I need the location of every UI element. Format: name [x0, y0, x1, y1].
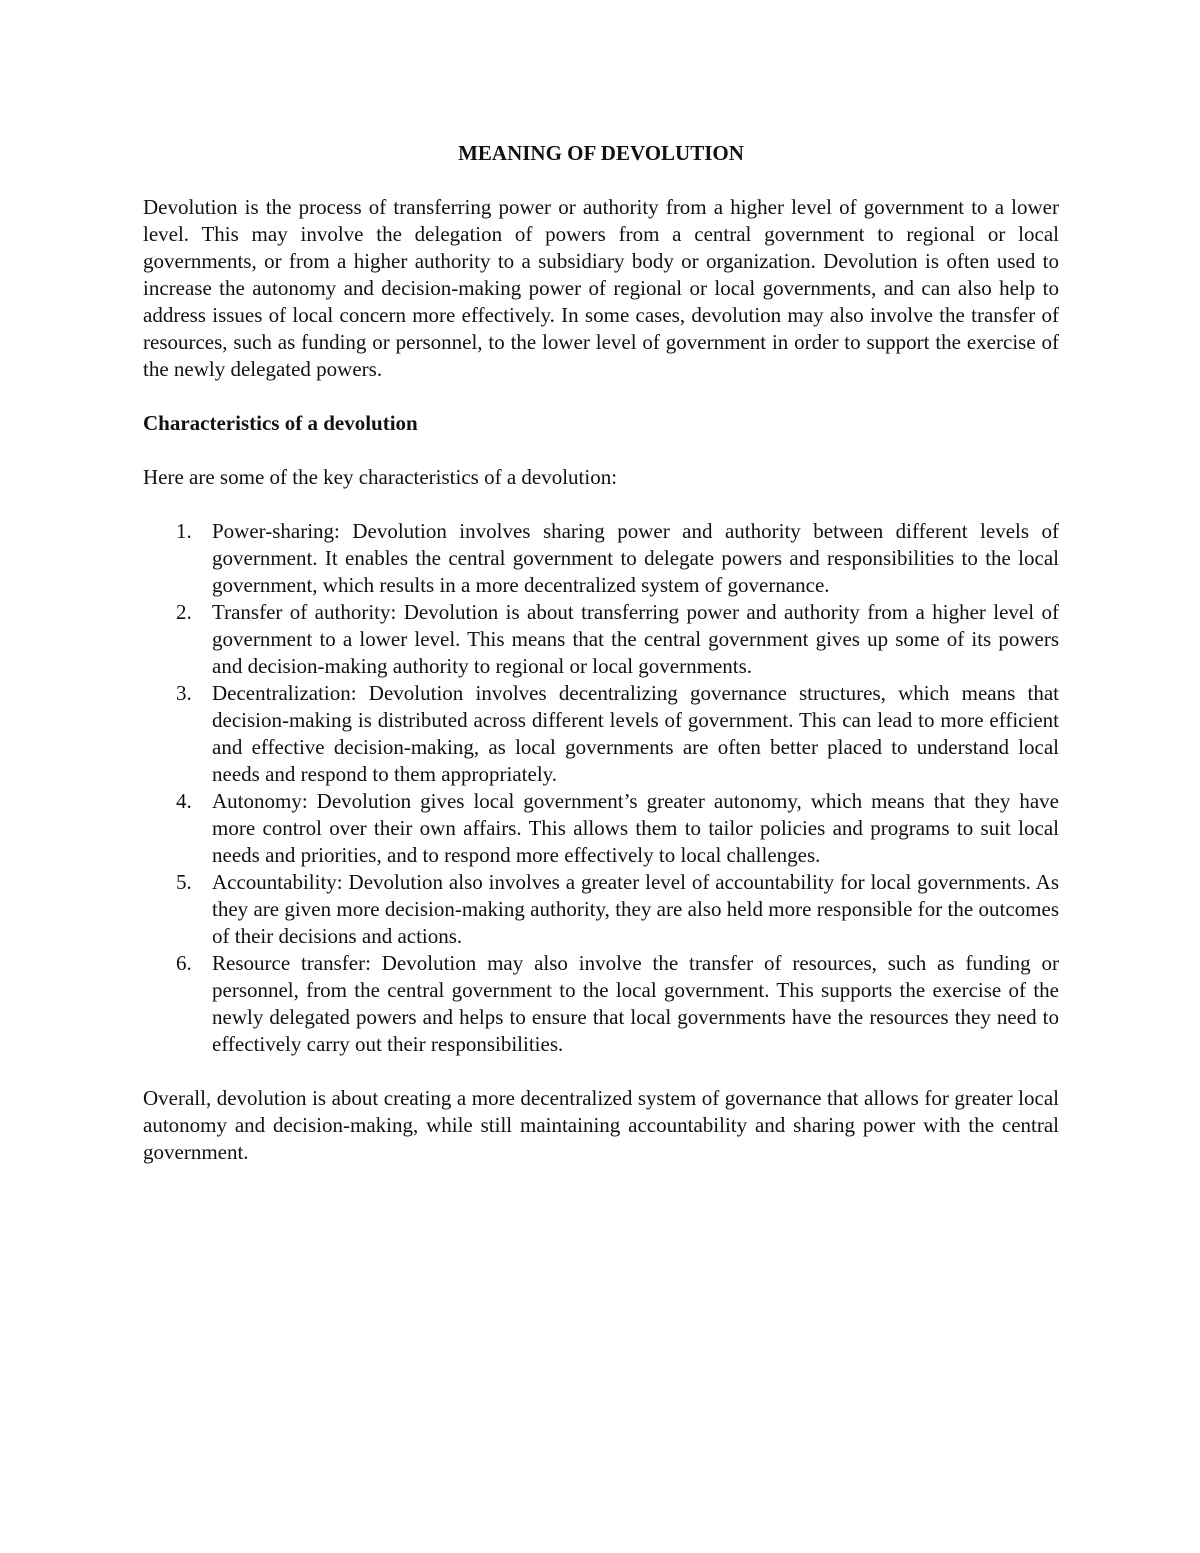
list-item-number: 3.: [176, 681, 192, 705]
list-item: [143, 518, 1059, 599]
list-item-number: 2.: [176, 600, 192, 624]
document-title: MEANING OF DEVOLUTION: [458, 141, 744, 165]
list-item-text: Transfer of authority: Devolution is about transferring power and authority from a higher level of government to a lower level. This means that the central government gives up some of its powers and decision-making authority to regional or local governments.: [212, 600, 1059, 678]
characteristics-list: [143, 518, 1059, 1058]
list-item: [143, 950, 1059, 1058]
list-item: [143, 869, 1059, 950]
list-item-text: Accountability: Devolution also involves a greater level of accountability for local governments. As they are given more decision-making authority, they are also held more responsible for the outcomes of their decisions and actions.: [212, 870, 1059, 948]
list-item-number: 1.: [176, 519, 192, 543]
list-item-text: Decentralization: Devolution involves decentralizing governance structures, which means that decision-making is distributed across different levels of government. This can lead to more efficient and effective decision-making, as local governments are often better placed to understand local needs and respond to them appropriately.: [212, 681, 1059, 786]
list-item: [143, 599, 1059, 680]
list-item-number: 5.: [176, 870, 192, 894]
list-intro: Here are some of the key characteristics of a devolution:: [143, 465, 618, 489]
list-item-text: Power-sharing: Devolution involves sharing power and authority between different levels of government. It enables the central government to delegate powers and responsibilities to the local government, which results in a more decentralized system of governance.: [212, 519, 1059, 597]
conclusion-paragraph: Overall, devolution is about creating a more decentralized system of governance that allows for greater local autonomy and decision-making, while still maintaining accountability and sharing power with the central government.: [143, 1086, 1059, 1164]
intro-paragraph: Devolution is the process of transferring power or authority from a higher level of government to a lower level. This may involve the delegation of powers from a central government to regional or local governments, or from a higher authority to a subsidiary body or organization. Devolution is often used to increase the autonomy and decision-making power of regional or local governments, and can also help to address issues of local concern more effectively. In some cases, devolution may also involve the transfer of resources, such as funding or personnel, to the lower level of government in order to support the exercise of the newly delegated powers.: [143, 195, 1059, 381]
list-item: [143, 788, 1059, 869]
list-item-text: Autonomy: Devolution gives local government’s greater autonomy, which means that they have more control over their own affairs. This allows them to tailor policies and programs to suit local needs and priorities, and to respond more effectively to local challenges.: [212, 789, 1059, 867]
list-item: [143, 680, 1059, 788]
document-page: [143, 140, 1059, 1166]
list-item-text: Resource transfer: Devolution may also involve the transfer of resources, such as funding or personnel, from the central government to the local government. This supports the exercise of the newly delegated powers and helps to ensure that local governments have the resources they need to effectively carry out their responsibilities.: [212, 951, 1059, 1056]
list-item-number: 6.: [176, 951, 192, 975]
list-item-number: 4.: [176, 789, 192, 813]
section-heading: Characteristics of a devolution: [143, 411, 418, 435]
